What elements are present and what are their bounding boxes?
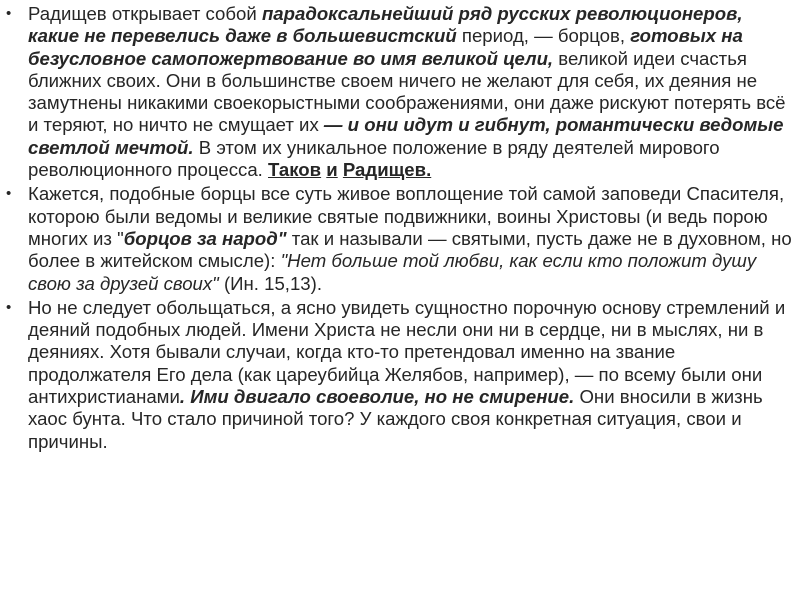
bullet-icon: • <box>6 298 12 316</box>
text-segment-emphasis: готовых на безусловное самопожертвование во имя великой цели, <box>28 25 743 69</box>
text-segment-emphasis: . Ими двигало своеволие, но не смирение. <box>179 386 575 408</box>
text-segment: период, — борцов, <box>456 25 631 47</box>
text-segment-emphasis: борцов за народ" <box>123 227 287 249</box>
bullet-icon: • <box>6 185 12 203</box>
underlined-phrase: Таков <box>268 159 322 181</box>
scripture-quote: "Нет больше той любви, как если кто положит душу свою за друзей своих" <box>28 250 757 294</box>
paragraph-2 <box>4 183 794 294</box>
text-segment: Они вносили в жизнь хаос бунта. Что стало причиной того? У каждого своя конкретная ситуация, свои и причины. <box>28 386 763 452</box>
text-segment: так и называли — святыми, пусть даже не в духовном, но более в житейском смысле): <box>28 227 792 272</box>
bullet-list <box>4 3 794 455</box>
text-segment: Радищев открывает собой <box>28 3 262 24</box>
text-segment: Кажется, подобные борцы все суть живое воплощение той самой заповеди Спасителя, которою были ведомы и великие святые подвижники, воины Христовы (и ведь порою многих из " <box>28 183 785 249</box>
text-segment: В этом их уникальное положение в ряду деятелей мирового революционного процесса. <box>28 136 720 181</box>
text-segment: великой идеи счастья ближних своих. Они в большинстве своем ничего не желают для себя, их деяния не замутнены никакими своекорыстными соображениями, они даже рискуют потерять всё и теряют, но ничто не смущает их <box>28 47 786 136</box>
paragraph-1 <box>4 3 794 181</box>
text-segment: Но не следует обольщаться, а ясно увидеть сущностно порочную основу стремлений и деяний подобных людей. Имени Христа не несли они ни в сердце, ни в мыслях, ни в деяниях. Хотя бывали случаи, когда кто-то претендовал именно на звание продолжателя Его дела (как цареубийца Желябов, например), — по всему были они антихристианами <box>28 296 786 408</box>
paragraph-3 <box>4 297 794 453</box>
underlined-phrase: Радищев. <box>342 159 432 181</box>
bullet-icon: • <box>6 5 12 22</box>
text-segment-emphasis: — и они идут и гибнут, романтически ведомые светлой мечтой. <box>28 114 784 158</box>
underlined-phrase: и <box>326 159 338 181</box>
text-segment-emphasis: парадоксальнейший ряд русских революционеров, какие не перевелись даже в большевистский <box>28 3 743 47</box>
text-segment: (Ин. 15,13). <box>218 272 322 294</box>
